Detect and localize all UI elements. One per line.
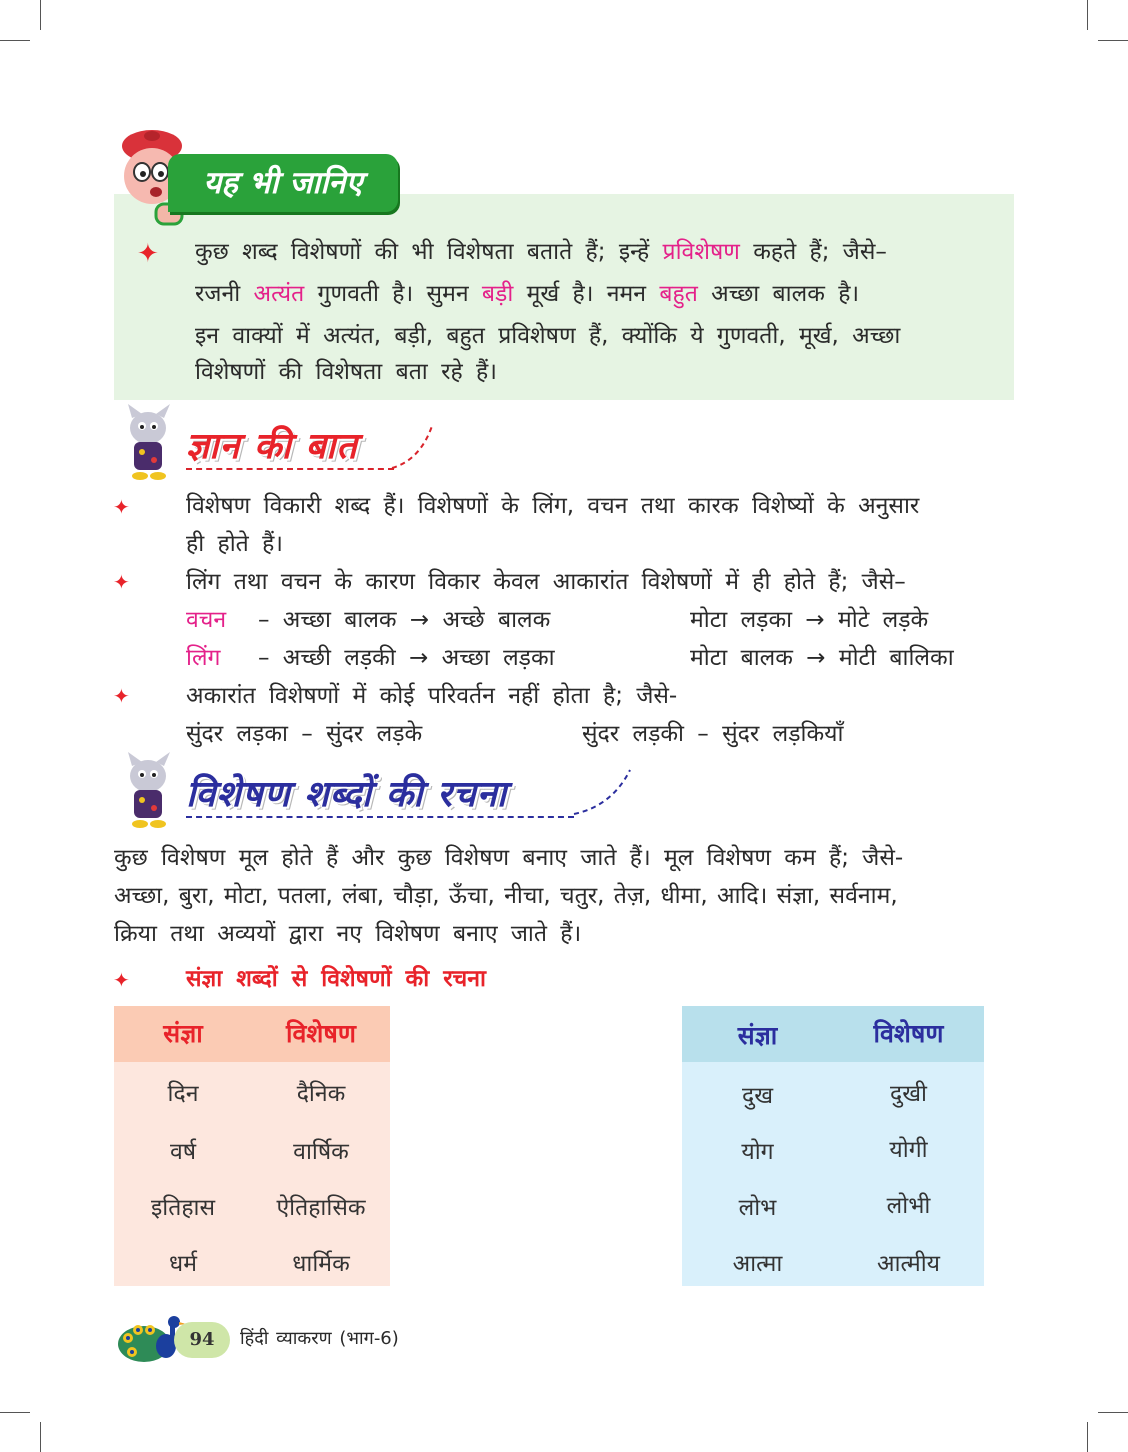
info-line-2-a: रजनी (195, 281, 241, 307)
table-row-cell: दुखी (890, 1081, 927, 1107)
crop-mark (0, 40, 30, 41)
crop-mark (40, 0, 41, 30)
rachna-title: विशेषण शब्दों की रचना (186, 774, 508, 815)
sub-heading: संज्ञा शब्दों से विशेषणों की रचना (186, 966, 486, 992)
info-box-title: यह भी जानिए (168, 154, 398, 212)
info-line-1-b: कहते हैं; जैसे– (753, 239, 887, 265)
table-row-cell: इतिहास (150, 1195, 216, 1221)
crop-mark (0, 1412, 30, 1413)
table-row-cell: दिन (167, 1081, 199, 1107)
rachna-paragraph-line-2: अच्छा, बुरा, मोटा, पतला, लंबा, चौड़ा, ऊँचा, नीचा, चतुर, तेज़, धीमा, आदि। संज्ञा, सर्वनाम, (114, 883, 898, 909)
vachan-label: वचन (186, 607, 227, 633)
info-line-2-b: गुणवती है। सुमन (317, 281, 469, 307)
rachna-paragraph-line-1: कुछ विशेषण मूल होते हैं और कुछ विशेषण बनाए जाते हैं। मूल विशेषण कम हैं; जैसे- (114, 845, 904, 871)
table-row-cell: योग (741, 1139, 774, 1165)
table-left-header-visheshan: विशेषण (286, 1019, 356, 1048)
crop-mark (1098, 1412, 1128, 1413)
info-line-1 (195, 236, 887, 268)
word-bahut: बहुत (659, 281, 698, 307)
bullet-star-icon: ✦ (113, 968, 130, 992)
bullet-star-icon: ✦ (113, 570, 130, 594)
table-right (682, 1006, 984, 1286)
table-row-cell: वार्षिक (293, 1139, 349, 1165)
bullet-star-icon: ✦ (113, 495, 130, 519)
info-line-2 (195, 278, 859, 310)
table-row-cell: धर्म (169, 1251, 197, 1277)
info-line-3: इन वाक्यों में अत्यंत, बड़ी, बहुत प्रविशेषण हैं, क्योंकि ये गुणवती, मूर्ख, अच्छा (195, 323, 901, 349)
table-left (114, 1006, 390, 1286)
bullet-star-icon: ✦ (137, 239, 159, 269)
gyan-title: ज्ञान की बात (186, 426, 358, 467)
rachna-title-swoosh (572, 768, 634, 818)
word-atyant: अत्यंत (253, 281, 305, 307)
crop-mark (40, 1422, 41, 1452)
info-line-1-a: कुछ शब्द विशेषणों की भी विशेषता बताते हैं; इन्हें (195, 239, 650, 265)
table-row-cell: वर्ष (169, 1139, 197, 1165)
gyan-bullet-3-line-1: अकारांत विशेषणों में कोई परिवर्तन नहीं होता है; जैसे- (186, 683, 678, 709)
gyan-bullet-1-line-2: ही होते हैं। (186, 531, 284, 557)
table-row-cell: योगी (889, 1137, 928, 1163)
table-row-cell: धार्मिक (292, 1251, 350, 1277)
cartoon-cat-icon (114, 404, 184, 482)
akarant-example-2: सुंदर लड़की – सुंदर लड़कियाँ (582, 721, 844, 747)
ling-example-2: मोटा बालक → मोटी बालिका (690, 645, 954, 671)
ling-label: लिंग (186, 645, 221, 671)
gyan-bullet-2-line-1: लिंग तथा वचन के कारण विकार केवल आकारांत विशेषणों में ही होते हैं; जैसे– (186, 569, 906, 595)
bullet-star-icon: ✦ (113, 684, 130, 708)
page-number: 94 (174, 1322, 230, 1358)
table-row-cell: आत्मा (732, 1251, 783, 1277)
vachan-example-2: मोटा लड़का → मोटे लड़के (690, 607, 929, 633)
gyan-bullet-1-line-1: विशेषण विकारी शब्द हैं। विशेषणों के लिंग, वचन तथा कारक विशेष्यों के अनुसार (186, 493, 920, 519)
table-row-cell: दैनिक (296, 1081, 346, 1107)
table-row-cell: दुख (741, 1083, 774, 1109)
table-row-cell: आत्मीय (876, 1251, 941, 1277)
cartoon-cat-icon (114, 752, 184, 830)
gyan-title-underline (186, 468, 394, 470)
info-line-4: विशेषणों की विशेषता बता रहे हैं। (195, 359, 497, 385)
rachna-paragraph-line-3: क्रिया तथा अव्ययों द्वारा नए विशेषण बनाए जाते हैं। (114, 921, 582, 947)
gyan-title-swoosh (390, 424, 436, 472)
book-title: हिंदी व्याकरण (भाग-6) (240, 1328, 399, 1349)
rachna-title-underline (186, 816, 574, 818)
ling-example-1: – अच्छी लड़की → अच्छा लड़का (258, 645, 555, 671)
akarant-example-1: सुंदर लड़का – सुंदर लड़के (186, 721, 423, 747)
term-pravisheshan: प्रविशेषण (662, 239, 740, 265)
table-row-cell: लोभ (738, 1195, 777, 1221)
table-row-cell: ऐतिहासिक (276, 1195, 366, 1221)
table-right-header-visheshan: विशेषण (873, 1019, 944, 1048)
word-badi: बड़ी (481, 281, 514, 307)
table-row-cell: लोभी (886, 1193, 931, 1219)
crop-mark (1098, 40, 1128, 41)
crop-mark (1087, 1422, 1088, 1452)
info-line-2-c: मूर्ख है। नमन (526, 281, 647, 307)
info-line-2-d: अच्छा बालक है। (711, 281, 860, 307)
vachan-example-1: – अच्छा बालक → अच्छे बालक (258, 607, 551, 633)
crop-mark (1087, 0, 1088, 30)
table-left-header-sangya: संज्ञा (163, 1019, 203, 1048)
table-right-header-sangya: संज्ञा (737, 1021, 778, 1050)
